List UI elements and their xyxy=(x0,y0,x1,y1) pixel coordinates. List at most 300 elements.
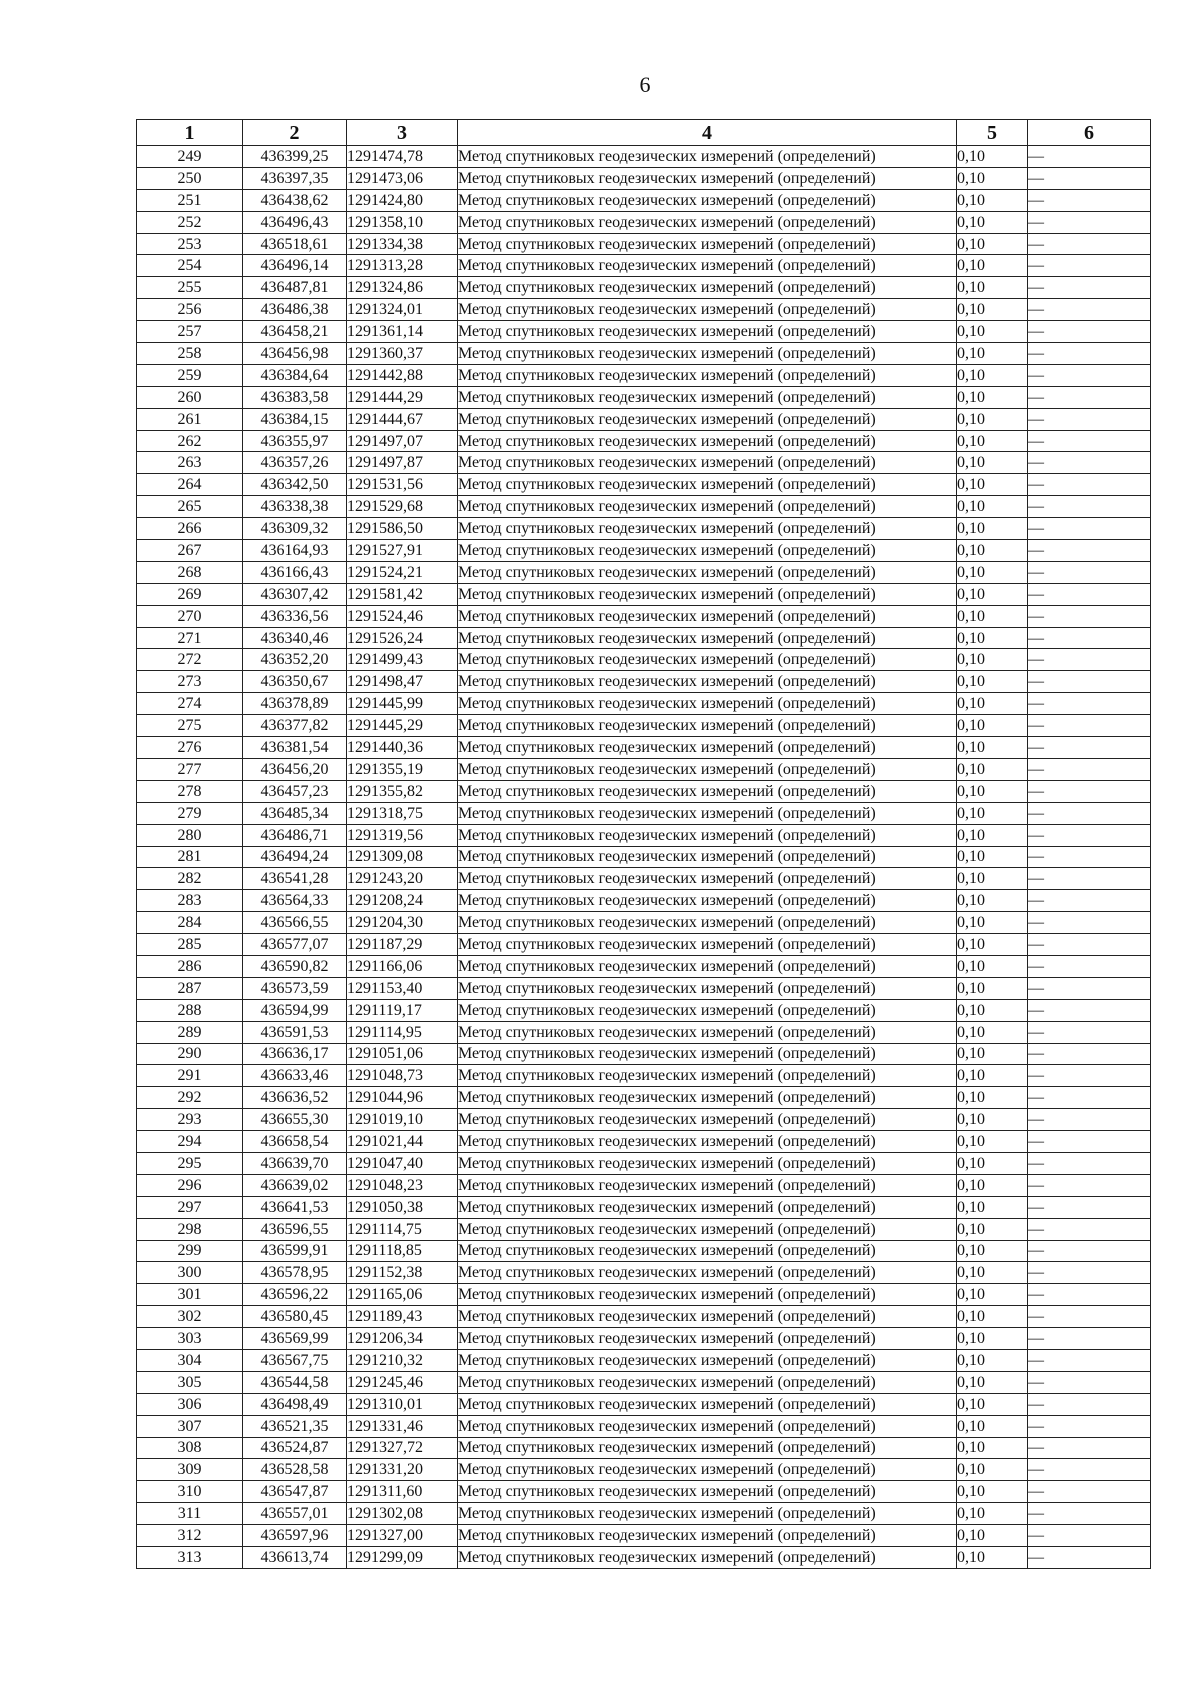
note-cell: — xyxy=(1028,1393,1151,1415)
x-coordinate-cell: 436547,87 xyxy=(243,1481,347,1503)
method-cell: Метод спутниковых геодезических измерений (определений) xyxy=(458,671,957,693)
y-coordinate-cell: 1291355,82 xyxy=(347,780,458,802)
y-coordinate-cell: 1291189,43 xyxy=(347,1306,458,1328)
precision-cell: 0,10 xyxy=(957,561,1028,583)
note-cell: — xyxy=(1028,1174,1151,1196)
note-cell: — xyxy=(1028,408,1151,430)
y-coordinate-cell: 1291048,73 xyxy=(347,1065,458,1087)
y-coordinate-cell: 1291313,28 xyxy=(347,255,458,277)
table-row xyxy=(137,715,1151,737)
method-cell: Метод спутниковых геодезических измерений (определений) xyxy=(458,211,957,233)
point-number-cell: 251 xyxy=(137,189,243,211)
y-coordinate-cell: 1291444,67 xyxy=(347,408,458,430)
x-coordinate-cell: 436485,34 xyxy=(243,802,347,824)
point-number-cell: 296 xyxy=(137,1174,243,1196)
precision-cell: 0,10 xyxy=(957,627,1028,649)
method-cell: Метод спутниковых геодезических измерений (определений) xyxy=(458,780,957,802)
note-cell: — xyxy=(1028,890,1151,912)
precision-cell: 0,10 xyxy=(957,868,1028,890)
table-row xyxy=(137,627,1151,649)
y-coordinate-cell: 1291524,46 xyxy=(347,605,458,627)
method-cell: Метод спутниковых геодезических измерений (определений) xyxy=(458,1328,957,1350)
method-cell: Метод спутниковых геодезических измерений (определений) xyxy=(458,977,957,999)
table-body xyxy=(137,146,1151,1569)
note-cell: — xyxy=(1028,561,1151,583)
x-coordinate-cell: 436567,75 xyxy=(243,1349,347,1371)
note-cell: — xyxy=(1028,233,1151,255)
method-cell: Метод спутниковых геодезических измерений (определений) xyxy=(458,758,957,780)
method-cell: Метод спутниковых геодезических измерений (определений) xyxy=(458,1393,957,1415)
x-coordinate-cell: 436641,53 xyxy=(243,1196,347,1218)
note-cell: — xyxy=(1028,1437,1151,1459)
y-coordinate-cell: 1291114,75 xyxy=(347,1218,458,1240)
table-row xyxy=(137,1349,1151,1371)
y-coordinate-cell: 1291355,19 xyxy=(347,758,458,780)
precision-cell: 0,10 xyxy=(957,715,1028,737)
note-cell: — xyxy=(1028,1152,1151,1174)
point-number-cell: 297 xyxy=(137,1196,243,1218)
note-cell: — xyxy=(1028,189,1151,211)
precision-cell: 0,10 xyxy=(957,605,1028,627)
method-cell: Метод спутниковых геодезических измерений (определений) xyxy=(458,408,957,430)
point-number-cell: 307 xyxy=(137,1415,243,1437)
point-number-cell: 298 xyxy=(137,1218,243,1240)
method-cell: Метод спутниковых геодезических измерений (определений) xyxy=(458,824,957,846)
table-row xyxy=(137,802,1151,824)
x-coordinate-cell: 436336,56 xyxy=(243,605,347,627)
table-row xyxy=(137,1262,1151,1284)
table-row xyxy=(137,496,1151,518)
precision-cell: 0,10 xyxy=(957,167,1028,189)
point-number-cell: 280 xyxy=(137,824,243,846)
note-cell: — xyxy=(1028,1371,1151,1393)
table-row xyxy=(137,758,1151,780)
y-coordinate-cell: 1291319,56 xyxy=(347,824,458,846)
x-coordinate-cell: 436580,45 xyxy=(243,1306,347,1328)
table-row xyxy=(137,1284,1151,1306)
point-number-cell: 272 xyxy=(137,649,243,671)
y-coordinate-cell: 1291474,78 xyxy=(347,146,458,168)
x-coordinate-cell: 436494,24 xyxy=(243,846,347,868)
table-row xyxy=(137,189,1151,211)
point-number-cell: 281 xyxy=(137,846,243,868)
point-number-cell: 285 xyxy=(137,934,243,956)
method-cell: Метод спутниковых геодезических измерений (определений) xyxy=(458,1371,957,1393)
method-cell: Метод спутниковых геодезических измерений (определений) xyxy=(458,1174,957,1196)
y-coordinate-cell: 1291299,09 xyxy=(347,1547,458,1569)
y-coordinate-cell: 1291153,40 xyxy=(347,977,458,999)
table-row xyxy=(137,1218,1151,1240)
precision-cell: 0,10 xyxy=(957,1262,1028,1284)
point-number-cell: 278 xyxy=(137,780,243,802)
x-coordinate-cell: 436557,01 xyxy=(243,1503,347,1525)
precision-cell: 0,10 xyxy=(957,1415,1028,1437)
x-coordinate-cell: 436594,99 xyxy=(243,999,347,1021)
method-cell: Метод спутниковых геодезических измерений (определений) xyxy=(458,912,957,934)
method-cell: Метод спутниковых геодезических измерений (определений) xyxy=(458,583,957,605)
note-cell: — xyxy=(1028,802,1151,824)
x-coordinate-cell: 436636,17 xyxy=(243,1043,347,1065)
note-cell: — xyxy=(1028,321,1151,343)
point-number-cell: 269 xyxy=(137,583,243,605)
method-cell: Метод спутниковых геодезических измерений (определений) xyxy=(458,540,957,562)
point-number-cell: 266 xyxy=(137,518,243,540)
table-row xyxy=(137,649,1151,671)
point-number-cell: 253 xyxy=(137,233,243,255)
precision-cell: 0,10 xyxy=(957,452,1028,474)
precision-cell: 0,10 xyxy=(957,1131,1028,1153)
table-row xyxy=(137,846,1151,868)
point-number-cell: 259 xyxy=(137,364,243,386)
point-number-cell: 265 xyxy=(137,496,243,518)
y-coordinate-cell: 1291524,21 xyxy=(347,561,458,583)
point-number-cell: 277 xyxy=(137,758,243,780)
precision-cell: 0,10 xyxy=(957,1065,1028,1087)
x-coordinate-cell: 436528,58 xyxy=(243,1459,347,1481)
y-coordinate-cell: 1291245,46 xyxy=(347,1371,458,1393)
note-cell: — xyxy=(1028,146,1151,168)
precision-cell: 0,10 xyxy=(957,364,1028,386)
point-number-cell: 262 xyxy=(137,430,243,452)
x-coordinate-cell: 436496,43 xyxy=(243,211,347,233)
note-cell: — xyxy=(1028,1065,1151,1087)
table-row xyxy=(137,343,1151,365)
point-number-cell: 311 xyxy=(137,1503,243,1525)
x-coordinate-cell: 436524,87 xyxy=(243,1437,347,1459)
table-row xyxy=(137,1196,1151,1218)
method-cell: Метод спутниковых геодезических измерений (определений) xyxy=(458,802,957,824)
table-row xyxy=(137,299,1151,321)
x-coordinate-cell: 436350,67 xyxy=(243,671,347,693)
point-number-cell: 276 xyxy=(137,737,243,759)
note-cell: — xyxy=(1028,1240,1151,1262)
table-row xyxy=(137,211,1151,233)
precision-cell: 0,10 xyxy=(957,583,1028,605)
precision-cell: 0,10 xyxy=(957,802,1028,824)
table-header-row xyxy=(137,120,1151,146)
y-coordinate-cell: 1291208,24 xyxy=(347,890,458,912)
note-cell: — xyxy=(1028,693,1151,715)
x-coordinate-cell: 436521,35 xyxy=(243,1415,347,1437)
note-cell: — xyxy=(1028,211,1151,233)
y-coordinate-cell: 1291047,40 xyxy=(347,1152,458,1174)
table-row xyxy=(137,255,1151,277)
x-coordinate-cell: 436591,53 xyxy=(243,1021,347,1043)
precision-cell: 0,10 xyxy=(957,146,1028,168)
y-coordinate-cell: 1291318,75 xyxy=(347,802,458,824)
method-cell: Метод спутниковых геодезических измерений (определений) xyxy=(458,386,957,408)
point-number-cell: 255 xyxy=(137,277,243,299)
point-number-cell: 290 xyxy=(137,1043,243,1065)
point-number-cell: 289 xyxy=(137,1021,243,1043)
method-cell: Метод спутниковых геодезических измерений (определений) xyxy=(458,868,957,890)
point-number-cell: 283 xyxy=(137,890,243,912)
note-cell: — xyxy=(1028,386,1151,408)
precision-cell: 0,10 xyxy=(957,1459,1028,1481)
note-cell: — xyxy=(1028,649,1151,671)
point-number-cell: 264 xyxy=(137,474,243,496)
table-row xyxy=(137,233,1151,255)
point-number-cell: 306 xyxy=(137,1393,243,1415)
table-row xyxy=(137,1415,1151,1437)
note-cell: — xyxy=(1028,715,1151,737)
table-row xyxy=(137,583,1151,605)
note-cell: — xyxy=(1028,977,1151,999)
column-header-2: 2 xyxy=(243,120,347,146)
x-coordinate-cell: 436613,74 xyxy=(243,1547,347,1569)
method-cell: Метод спутниковых геодезических измерений (определений) xyxy=(458,430,957,452)
point-number-cell: 294 xyxy=(137,1131,243,1153)
method-cell: Метод спутниковых геодезических измерений (определений) xyxy=(458,1196,957,1218)
point-number-cell: 254 xyxy=(137,255,243,277)
table-row xyxy=(137,693,1151,715)
precision-cell: 0,10 xyxy=(957,977,1028,999)
method-cell: Метод спутниковых геодезических измерений (определений) xyxy=(458,452,957,474)
point-number-cell: 258 xyxy=(137,343,243,365)
table-row xyxy=(137,1547,1151,1569)
x-coordinate-cell: 436655,30 xyxy=(243,1109,347,1131)
x-coordinate-cell: 436564,33 xyxy=(243,890,347,912)
table-row xyxy=(137,364,1151,386)
point-number-cell: 260 xyxy=(137,386,243,408)
y-coordinate-cell: 1291331,20 xyxy=(347,1459,458,1481)
x-coordinate-cell: 436355,97 xyxy=(243,430,347,452)
precision-cell: 0,10 xyxy=(957,233,1028,255)
y-coordinate-cell: 1291331,46 xyxy=(347,1415,458,1437)
point-number-cell: 257 xyxy=(137,321,243,343)
table-row xyxy=(137,561,1151,583)
method-cell: Метод спутниковых геодезических измерений (определений) xyxy=(458,146,957,168)
method-cell: Метод спутниковых геодезических измерений (определений) xyxy=(458,1349,957,1371)
point-number-cell: 299 xyxy=(137,1240,243,1262)
y-coordinate-cell: 1291497,07 xyxy=(347,430,458,452)
x-coordinate-cell: 436596,55 xyxy=(243,1218,347,1240)
table-row xyxy=(137,605,1151,627)
point-number-cell: 303 xyxy=(137,1328,243,1350)
method-cell: Метод спутниковых геодезических измерений (определений) xyxy=(458,846,957,868)
method-cell: Метод спутниковых геодезических измерений (определений) xyxy=(458,167,957,189)
precision-cell: 0,10 xyxy=(957,1437,1028,1459)
note-cell: — xyxy=(1028,1284,1151,1306)
precision-cell: 0,10 xyxy=(957,824,1028,846)
precision-cell: 0,10 xyxy=(957,1547,1028,1569)
precision-cell: 0,10 xyxy=(957,474,1028,496)
x-coordinate-cell: 436340,46 xyxy=(243,627,347,649)
point-number-cell: 270 xyxy=(137,605,243,627)
precision-cell: 0,10 xyxy=(957,1481,1028,1503)
point-number-cell: 305 xyxy=(137,1371,243,1393)
point-number-cell: 282 xyxy=(137,868,243,890)
point-number-cell: 300 xyxy=(137,1262,243,1284)
precision-cell: 0,10 xyxy=(957,1240,1028,1262)
note-cell: — xyxy=(1028,1087,1151,1109)
x-coordinate-cell: 436541,28 xyxy=(243,868,347,890)
precision-cell: 0,10 xyxy=(957,890,1028,912)
point-number-cell: 287 xyxy=(137,977,243,999)
precision-cell: 0,10 xyxy=(957,277,1028,299)
y-coordinate-cell: 1291361,14 xyxy=(347,321,458,343)
x-coordinate-cell: 436486,71 xyxy=(243,824,347,846)
method-cell: Метод спутниковых геодезических измерений (определений) xyxy=(458,321,957,343)
precision-cell: 0,10 xyxy=(957,299,1028,321)
point-number-cell: 295 xyxy=(137,1152,243,1174)
table-row xyxy=(137,167,1151,189)
y-coordinate-cell: 1291473,06 xyxy=(347,167,458,189)
point-number-cell: 252 xyxy=(137,211,243,233)
table-row xyxy=(137,1437,1151,1459)
table-row xyxy=(137,780,1151,802)
x-coordinate-cell: 436166,43 xyxy=(243,561,347,583)
y-coordinate-cell: 1291358,10 xyxy=(347,211,458,233)
y-coordinate-cell: 1291165,06 xyxy=(347,1284,458,1306)
method-cell: Метод спутниковых геодезических измерений (определений) xyxy=(458,693,957,715)
column-header-1: 1 xyxy=(137,120,243,146)
precision-cell: 0,10 xyxy=(957,343,1028,365)
column-header-5: 5 xyxy=(957,120,1028,146)
method-cell: Метод спутниковых геодезических измерений (определений) xyxy=(458,1547,957,1569)
method-cell: Метод спутниковых геодезических измерений (определений) xyxy=(458,233,957,255)
table-row xyxy=(137,999,1151,1021)
note-cell: — xyxy=(1028,846,1151,868)
precision-cell: 0,10 xyxy=(957,912,1028,934)
method-cell: Метод спутниковых геодезических измерений (определений) xyxy=(458,1218,957,1240)
method-cell: Метод спутниковых геодезических измерений (определений) xyxy=(458,189,957,211)
y-coordinate-cell: 1291021,44 xyxy=(347,1131,458,1153)
note-cell: — xyxy=(1028,1021,1151,1043)
note-cell: — xyxy=(1028,868,1151,890)
point-number-cell: 275 xyxy=(137,715,243,737)
x-coordinate-cell: 436486,38 xyxy=(243,299,347,321)
note-cell: — xyxy=(1028,277,1151,299)
method-cell: Метод спутниковых геодезических измерений (определений) xyxy=(458,364,957,386)
point-number-cell: 310 xyxy=(137,1481,243,1503)
x-coordinate-cell: 436569,99 xyxy=(243,1328,347,1350)
x-coordinate-cell: 436357,26 xyxy=(243,452,347,474)
point-number-cell: 268 xyxy=(137,561,243,583)
point-number-cell: 291 xyxy=(137,1065,243,1087)
y-coordinate-cell: 1291586,50 xyxy=(347,518,458,540)
note-cell: — xyxy=(1028,1459,1151,1481)
note-cell: — xyxy=(1028,1043,1151,1065)
y-coordinate-cell: 1291531,56 xyxy=(347,474,458,496)
x-coordinate-cell: 436636,52 xyxy=(243,1087,347,1109)
table-row xyxy=(137,1043,1151,1065)
y-coordinate-cell: 1291334,38 xyxy=(347,233,458,255)
x-coordinate-cell: 436573,59 xyxy=(243,977,347,999)
table-row xyxy=(137,1174,1151,1196)
method-cell: Метод спутниковых геодезических измерений (определений) xyxy=(458,1087,957,1109)
y-coordinate-cell: 1291311,60 xyxy=(347,1481,458,1503)
x-coordinate-cell: 436377,82 xyxy=(243,715,347,737)
method-cell: Метод спутниковых геодезических измерений (определений) xyxy=(458,561,957,583)
y-coordinate-cell: 1291581,42 xyxy=(347,583,458,605)
point-number-cell: 312 xyxy=(137,1525,243,1547)
method-cell: Метод спутниковых геодезических измерений (определений) xyxy=(458,518,957,540)
note-cell: — xyxy=(1028,912,1151,934)
x-coordinate-cell: 436498,49 xyxy=(243,1393,347,1415)
precision-cell: 0,10 xyxy=(957,1371,1028,1393)
note-cell: — xyxy=(1028,1196,1151,1218)
table-row xyxy=(137,890,1151,912)
y-coordinate-cell: 1291187,29 xyxy=(347,934,458,956)
y-coordinate-cell: 1291526,24 xyxy=(347,627,458,649)
precision-cell: 0,10 xyxy=(957,780,1028,802)
precision-cell: 0,10 xyxy=(957,1109,1028,1131)
note-cell: — xyxy=(1028,1328,1151,1350)
y-coordinate-cell: 1291044,96 xyxy=(347,1087,458,1109)
note-cell: — xyxy=(1028,1109,1151,1131)
table-row xyxy=(137,1065,1151,1087)
point-number-cell: 250 xyxy=(137,167,243,189)
note-cell: — xyxy=(1028,934,1151,956)
note-cell: — xyxy=(1028,299,1151,321)
y-coordinate-cell: 1291114,95 xyxy=(347,1021,458,1043)
note-cell: — xyxy=(1028,1525,1151,1547)
point-number-cell: 301 xyxy=(137,1284,243,1306)
table-row xyxy=(137,955,1151,977)
method-cell: Метод спутниковых геодезических измерений (определений) xyxy=(458,890,957,912)
precision-cell: 0,10 xyxy=(957,846,1028,868)
y-coordinate-cell: 1291019,10 xyxy=(347,1109,458,1131)
point-number-cell: 284 xyxy=(137,912,243,934)
y-coordinate-cell: 1291118,85 xyxy=(347,1240,458,1262)
method-cell: Метод спутниковых геодезических измерений (определений) xyxy=(458,1459,957,1481)
note-cell: — xyxy=(1028,671,1151,693)
precision-cell: 0,10 xyxy=(957,189,1028,211)
precision-cell: 0,10 xyxy=(957,211,1028,233)
x-coordinate-cell: 436378,89 xyxy=(243,693,347,715)
table-row xyxy=(137,737,1151,759)
table-row xyxy=(137,277,1151,299)
y-coordinate-cell: 1291310,01 xyxy=(347,1393,458,1415)
y-coordinate-cell: 1291152,38 xyxy=(347,1262,458,1284)
precision-cell: 0,10 xyxy=(957,1196,1028,1218)
method-cell: Метод спутниковых геодезических измерений (определений) xyxy=(458,255,957,277)
y-coordinate-cell: 1291499,43 xyxy=(347,649,458,671)
method-cell: Метод спутниковых геодезических измерений (определений) xyxy=(458,299,957,321)
precision-cell: 0,10 xyxy=(957,321,1028,343)
point-number-cell: 288 xyxy=(137,999,243,1021)
table-row xyxy=(137,912,1151,934)
y-coordinate-cell: 1291498,47 xyxy=(347,671,458,693)
precision-cell: 0,10 xyxy=(957,1393,1028,1415)
y-coordinate-cell: 1291529,68 xyxy=(347,496,458,518)
method-cell: Метод спутниковых геодезических измерений (определений) xyxy=(458,1525,957,1547)
note-cell: — xyxy=(1028,1503,1151,1525)
point-number-cell: 286 xyxy=(137,955,243,977)
table-row xyxy=(137,1131,1151,1153)
method-cell: Метод спутниковых геодезических измерений (определений) xyxy=(458,1306,957,1328)
table-row xyxy=(137,1087,1151,1109)
y-coordinate-cell: 1291204,30 xyxy=(347,912,458,934)
x-coordinate-cell: 436309,32 xyxy=(243,518,347,540)
note-cell: — xyxy=(1028,605,1151,627)
method-cell: Метод спутниковых геодезических измерений (определений) xyxy=(458,999,957,1021)
x-coordinate-cell: 436487,81 xyxy=(243,277,347,299)
y-coordinate-cell: 1291527,91 xyxy=(347,540,458,562)
point-number-cell: 273 xyxy=(137,671,243,693)
table-row xyxy=(137,1306,1151,1328)
precision-cell: 0,10 xyxy=(957,999,1028,1021)
y-coordinate-cell: 1291327,72 xyxy=(347,1437,458,1459)
note-cell: — xyxy=(1028,1547,1151,1569)
y-coordinate-cell: 1291424,80 xyxy=(347,189,458,211)
method-cell: Метод спутниковых геодезических измерений (определений) xyxy=(458,1131,957,1153)
method-cell: Метод спутниковых геодезических измерений (определений) xyxy=(458,1152,957,1174)
point-number-cell: 292 xyxy=(137,1087,243,1109)
method-cell: Метод спутниковых геодезических измерений (определений) xyxy=(458,1503,957,1525)
point-number-cell: 304 xyxy=(137,1349,243,1371)
